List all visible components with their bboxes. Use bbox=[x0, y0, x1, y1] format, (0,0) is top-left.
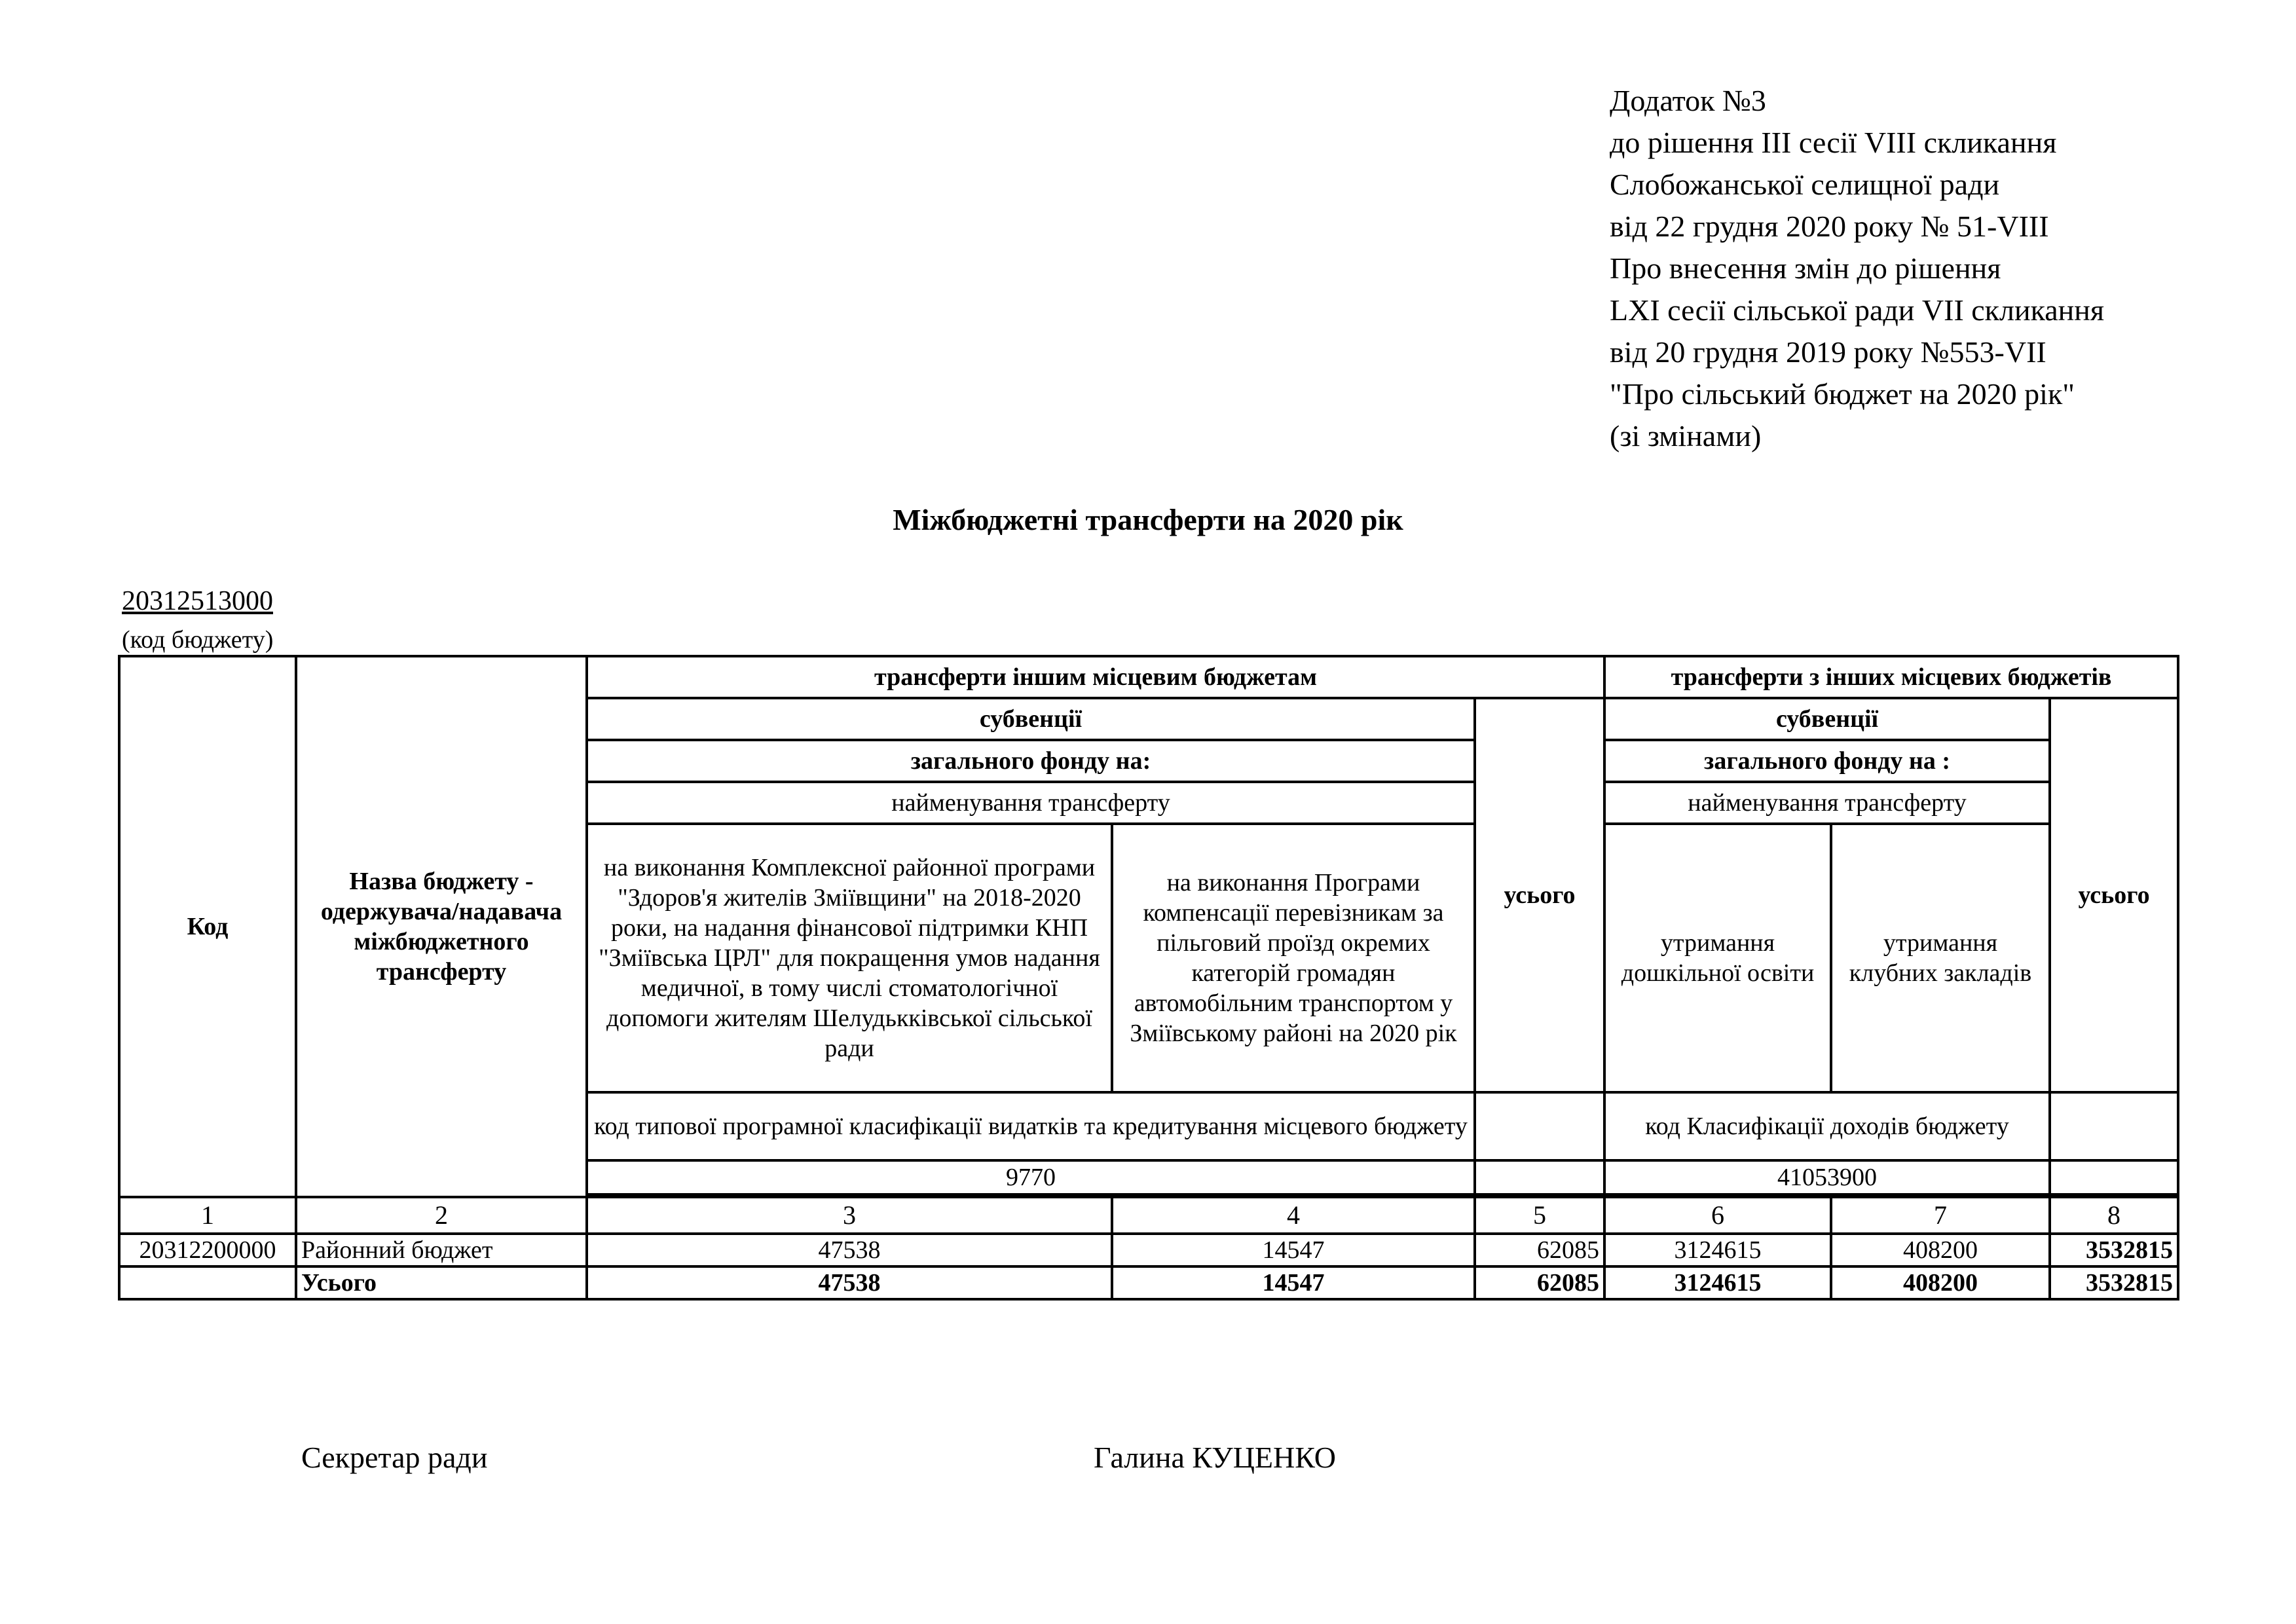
total-value-col5: 62085 bbox=[1475, 1266, 1604, 1299]
budget-code: 20312513000 bbox=[122, 586, 273, 616]
appendix-line: від 20 грудня 2019 року №553-VІІ bbox=[1610, 335, 2046, 369]
header-transfers-to-other: трансферти іншим місцевим бюджетам bbox=[587, 656, 1604, 698]
page-title: Міжбюджетні трансферти на 2020 рік bbox=[893, 503, 1403, 536]
appendix-line: від 22 грудня 2020 року № 51-VIІІ bbox=[1610, 210, 2049, 243]
total-code bbox=[119, 1266, 296, 1299]
total-value-col4: 14547 bbox=[1112, 1266, 1475, 1299]
column-number: 4 bbox=[1112, 1197, 1475, 1234]
column-number: 6 bbox=[1604, 1197, 1831, 1234]
header-revenue-code: 41053900 bbox=[1604, 1160, 2050, 1194]
header-col6-description: утримання дошкільної освіти bbox=[1604, 824, 1831, 1092]
total-label: Усього bbox=[296, 1266, 587, 1299]
total-value-col8: 3532815 bbox=[2050, 1266, 2178, 1299]
column-number-row bbox=[119, 1197, 2178, 1234]
header-empty-cell bbox=[1475, 1160, 1604, 1194]
header-col7-description: утримання клубних закладів bbox=[1831, 824, 2050, 1092]
column-number: 8 bbox=[2050, 1197, 2178, 1234]
column-number: 7 bbox=[1831, 1197, 2050, 1234]
total-value-col3: 47538 bbox=[587, 1266, 1112, 1299]
header-total-left: усього bbox=[1475, 698, 1604, 1092]
appendix-line: до рішення ІІІ сесії VІІІ скликання bbox=[1610, 126, 2057, 159]
appendix-line: Про внесення змін до рішення bbox=[1610, 251, 2001, 285]
row-code: 20312200000 bbox=[119, 1234, 296, 1266]
column-number: 1 bbox=[119, 1197, 296, 1234]
row-value-col6: 3124615 bbox=[1604, 1234, 1831, 1266]
header-code: Код bbox=[119, 656, 296, 1197]
header-subventions-left: субвенції bbox=[587, 698, 1475, 740]
header-budget-name: Назва бюджету - одержувача/надавача міжбюджетного трансферту bbox=[296, 656, 587, 1197]
row-value-col4: 14547 bbox=[1112, 1234, 1475, 1266]
header-subventions-right: субвенції bbox=[1604, 698, 2050, 740]
row-value-col3: 47538 bbox=[587, 1234, 1112, 1266]
header-col4-description: на виконання Програми компенсації перевізникам за пільговий проїзд окремих категорій громадян автомобільним транспортом у Зміївському районі на 2020 рік bbox=[1112, 824, 1475, 1092]
header-transfers-from-other: трансферти з інших місцевих бюджетів bbox=[1604, 656, 2178, 698]
header-general-fund-left: загального фонду на: bbox=[587, 740, 1475, 782]
appendix-line: LXІ сесії сільської ради VІІ скликання bbox=[1610, 293, 2105, 327]
total-row bbox=[119, 1266, 2178, 1299]
table-row bbox=[119, 1234, 2178, 1266]
appendix-line: Слобожанської селищної ради bbox=[1610, 168, 2000, 201]
signature-position: Секретар ради bbox=[301, 1441, 488, 1474]
signature-name: Галина КУЦЕНКО bbox=[1094, 1441, 1336, 1474]
total-value-col7: 408200 bbox=[1831, 1266, 2050, 1299]
budget-code-caption: (код бюджету) bbox=[122, 626, 274, 654]
appendix-line: "Про сільський бюджет на 2020 рік" bbox=[1610, 377, 2075, 411]
header-col3-description: на виконання Комплексної районної програми "Здоров'я жителів Зміївщини" на 2018-2020 роки, на надання фінансової підтримки КНП "Зміївська ЦРЛ" для покращення умов надання медичної, в тому числі стоматологічної допомоги жителям Шелудьккiвської сільської ради bbox=[587, 824, 1112, 1092]
header-empty-cell bbox=[1475, 1092, 1604, 1160]
appendix-line: (зі змінами) bbox=[1610, 419, 1762, 452]
row-name: Районний бюджет bbox=[296, 1234, 587, 1266]
column-number: 3 bbox=[587, 1197, 1112, 1234]
appendix-block bbox=[1610, 80, 2104, 457]
header-transfer-name-right: найменування трансферту bbox=[1604, 782, 2050, 824]
header-transfer-name-left: найменування трансферту bbox=[587, 782, 1475, 824]
header-revenue-code-caption: код Класифікації доходів бюджету bbox=[1604, 1092, 2050, 1160]
total-value-col6: 3124615 bbox=[1604, 1266, 1831, 1299]
row-value-col8: 3532815 bbox=[2050, 1234, 2178, 1266]
column-number: 5 bbox=[1475, 1197, 1604, 1234]
header-general-fund-right: загального фонду на : bbox=[1604, 740, 2050, 782]
header-empty-cell bbox=[2050, 1092, 2178, 1160]
header-program-code: 9770 bbox=[587, 1160, 1475, 1194]
appendix-line: Додаток №3 bbox=[1610, 84, 1766, 117]
column-number: 2 bbox=[296, 1197, 587, 1234]
transfers-table bbox=[118, 655, 2179, 1301]
row-value-col5: 62085 bbox=[1475, 1234, 1604, 1266]
header-total-right: усього bbox=[2050, 698, 2178, 1092]
header-program-code-caption: код типової програмної класифікації видатків та кредитування місцевого бюджету bbox=[587, 1092, 1475, 1160]
header-empty-cell bbox=[2050, 1160, 2178, 1194]
row-value-col7: 408200 bbox=[1831, 1234, 2050, 1266]
